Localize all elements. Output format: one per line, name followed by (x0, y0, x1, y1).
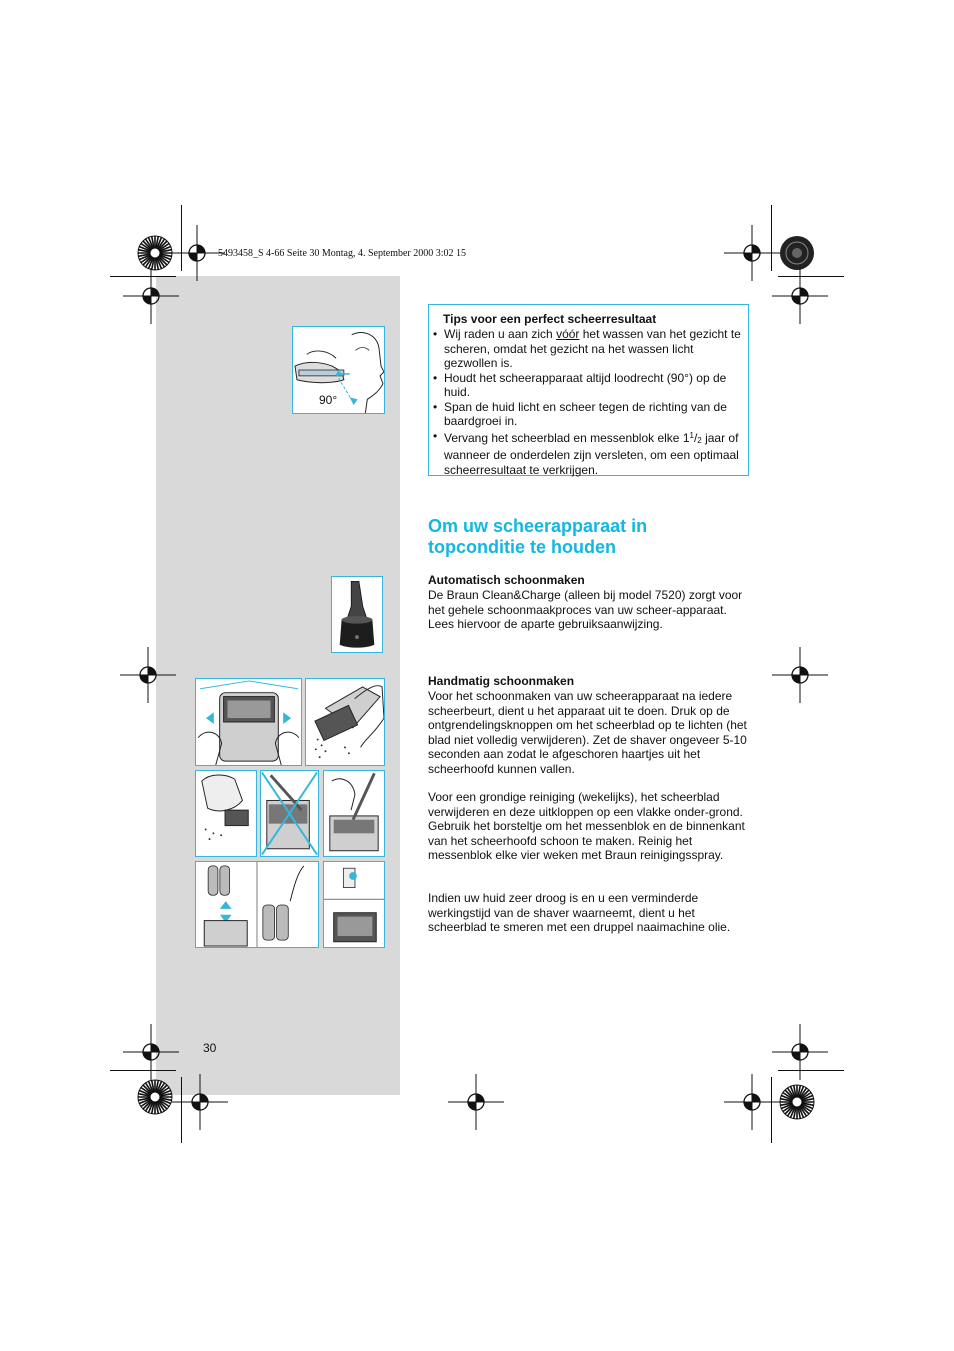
do-not-brush-foil-figure (260, 770, 319, 857)
tip-item: • Span de huid licht en scheer tegen de richting van de baardgroei in. (433, 399, 727, 428)
angle-label: 90° (319, 393, 338, 407)
manual-clean-text-2: Voor een grondige reiniging (wekelijks), het scheerblad verwijderen en deze uitkloppen op een vlakke onder-grond. Gebruik het borsteltje om het messenblok en de binnenkant van het scheerhoofd schoon te maken. Reinig het messenblok elke vier weken met Braun reinigingsspray. (428, 790, 745, 862)
brush-cutter-figure (323, 770, 385, 857)
page-number: 30 (203, 1041, 217, 1055)
tip-item: • Vervang het scheerblad en messenblok elke $1^1/_2$ jaar of wanneer de onderdelen zijn versleten, om een optimaal scheerresultaat te verkrijgen. (433, 428, 739, 477)
manual-clean-text-3: Indien uw huid zeer droog is en u een verminderde werkingstijd van de shaver waarneemt, dient u het scheerblad te smeren met een druppel naaimachine olie. (428, 891, 731, 934)
replace-cutter-figure (195, 861, 319, 948)
tip-item: • Wij raden u aan zich vóór het wassen van het gezicht te scheren, omdat het gezicht na het wassen licht gezwollen is. (433, 327, 741, 370)
auto-clean-text: De Braun Clean&Charge (alleen bij model 7520) zorgt voor het gehele schoonmaakproces van uw scheer-apparaat. Lees hiervoor de aparte gebruiksaanwijzing. (428, 588, 743, 631)
tap-foil-figure (195, 770, 257, 857)
tips-title: Tips voor een perfect scheerresultaat (443, 312, 657, 326)
clean-charge-figure (331, 576, 383, 653)
shaving-angle-figure (292, 326, 385, 414)
release-foil-figure (195, 678, 302, 766)
manual-clean-text-1: Voor het schoonmaken van uw scheerapparaat na iedere scheerbeurt, dient u het apparaat uit te doen. Druk op de ontgrendelingsknoppen om het scheerblad op te lichten (het blad niet volledig verwijderen). Zet de shaver ongeveer 5-10 seconden aan zodat le afgeschoren haartjes uit het scheerhoofd kunnen vallen. (428, 689, 747, 776)
section-title: Om uw scheerapparaat in topconditie te houden (428, 516, 648, 557)
manual-clean-heading: Handmatig schoonmaken (428, 674, 575, 688)
shake-hair-figure (305, 678, 385, 766)
oil-foil-figure (323, 861, 385, 948)
print-info: 5493458_S 4-66 Seite 30 Montag, 4. September 2000 3:02 15 (218, 248, 467, 259)
tips-list (433, 327, 745, 477)
tips-box (428, 304, 749, 476)
auto-clean-heading: Automatisch schoonmaken (428, 573, 585, 587)
tip-item: • Houdt het scheerapparaat altijd loodrecht (90°) op de huid. (433, 370, 727, 399)
